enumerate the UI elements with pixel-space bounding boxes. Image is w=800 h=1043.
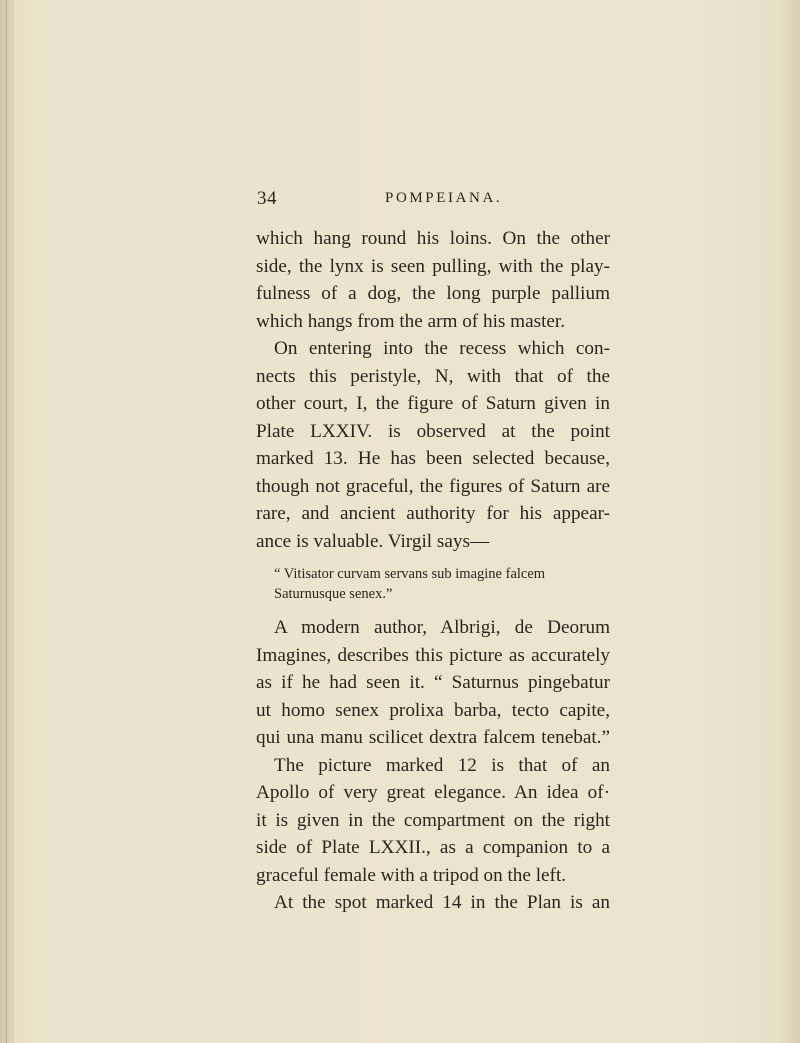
text-line: other court, I, the figure of Saturn given in	[256, 393, 610, 414]
text-line: Plate LXXIV. is observed at the point	[256, 420, 610, 442]
text-line: marked 13. He has been selected because,	[256, 448, 610, 469]
paragraph-3	[256, 614, 610, 752]
page-gutter	[0, 0, 14, 1043]
text-line: A modern author, Albrigi, de Deorum	[274, 617, 610, 638]
page-number: 34	[257, 188, 277, 209]
paragraph-4	[256, 752, 610, 890]
text-line: Imagines, describes this picture as accurately	[256, 644, 610, 666]
text-line: rare, and ancient authority for his appear-	[256, 503, 610, 524]
text-line: which hang round his loins. On the other	[256, 228, 610, 249]
running-title: POMPEIANA.	[385, 190, 503, 206]
text-line: side, the lynx is seen pulling, with the play-	[256, 255, 610, 277]
page-header	[257, 188, 517, 214]
text-line: graceful female with a tripod on the left.	[256, 864, 567, 886]
text-line: though not graceful, the figures of Saturn are	[256, 475, 610, 497]
text-line: fulness of a dog, the long purple pallium	[256, 283, 610, 304]
paragraph-2	[256, 335, 610, 555]
gutter-line	[6, 0, 7, 1043]
text-line: which hangs from the arm of his master.	[256, 310, 566, 332]
quote-line: Saturnusque senex.”	[274, 586, 393, 602]
text-line: it is given in the compartment on the right	[256, 809, 610, 831]
paragraph-5	[256, 889, 610, 917]
text-line: Apollo of very great elegance. An idea of·	[256, 782, 610, 803]
quote-line: “ Vitisator curvam servans sub imagine falcem	[274, 566, 546, 582]
text-line: ance is valuable. Virgil says—	[256, 530, 490, 552]
text-line: On entering into the recess which con-	[274, 338, 610, 359]
text-line: The picture marked 12 is that of an	[274, 754, 610, 776]
verse-quotation	[256, 564, 610, 604]
paragraph-1	[256, 225, 610, 335]
text-line: ut homo senex prolixa barba, tecto capite,	[256, 699, 610, 721]
text-line: as if he had seen it. “ Saturnus pingebatur	[256, 672, 610, 693]
text-line: At the spot marked 14 in the Plan is an	[274, 892, 610, 913]
body-text	[256, 225, 610, 917]
text-line: side of Plate LXXII., as a companion to a	[256, 837, 610, 858]
text-line: nects this peristyle, N, with that of the	[256, 365, 610, 387]
text-line: qui una manu scilicet dextra falcem tenebat.”	[256, 727, 610, 748]
